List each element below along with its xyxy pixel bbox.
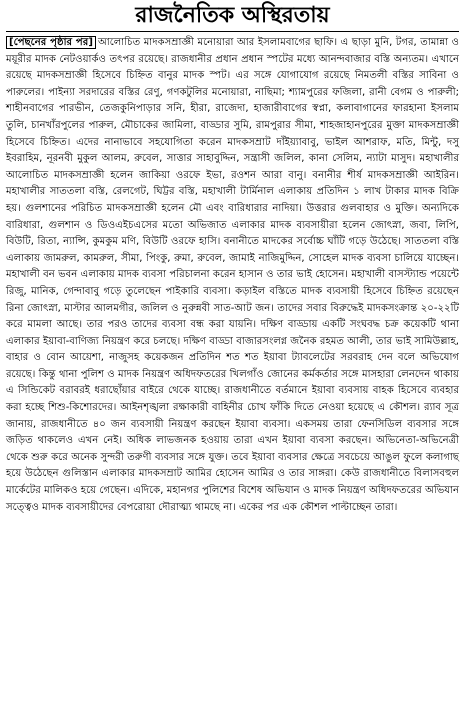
article-paragraph-1: আলোচিত মাদকসম্রাজ্ঞী মনোয়ারা আর ইসলামবাগের ছাফি। এ ছাড়া মুনি, টগর, তামান্না ও ময়ূরীর মাদক নেটওয়ার্কও তৎপর রয়েছে। রাজধানীর প্রধান প্রধান স্পটের মধ্যে আনন্দবাজার বস্তি অন্যতম। এখানে রয়েছে মাদকসম্রাজ্ঞী হিসেবে চিহ্নিত বানুর মাদক স্পট। এর সঙ্গে যোগাযোগ রয়েছে নিমতলী বস্তির সাবিনা ও পারুলের। পাইন্যা সরদারের বস্তির রেণু, গণকটুলির মনোয়ারা, নাছিমা; শ্যামপুরের ফজিলা, রানী বেগম ও পারুলী; শাহীনবাগের পারভীন, তেজকুনিপাড়ার সনি, হীরা, রাজেদা, হাজারীবাগের স্বপ্না, কলাবাগানের ফারহানা ইসলাম তুলি, চানখাঁরপুলের পারুল, মৌচাকের জামিলা, বাড্ডার সুমি, রামপুরার সীমা, শাহজাহানপুরের মুক্তা মাদকসম্রাজ্ঞী হিসেবে চিহ্নিত। এদের নানাভাবে সহযোগিতা করেন মাদকসম্রাট দাঁইয়্যাবাবু, ভাইল আশরাফ, মতি, মিন্টু, দসু ইবরাহিম, নূরনবী মুকুল আলম, রুবেল, সাত্তার সাহাবুদ্দিন, সন্ত্রাসী জলিল, কানা সেলিম, ন্যাটা মাসুদ। মহাখালীর আলোচিত মাদকসম্রাজ্ঞী হলেন জাকিয়া ওরফে ইভা, রওশন আরা বানু। বনানীর শীর্ষ মাদকসম্রাজ্ঞী আইরিন। মহাখালীর সাততলা বস্তি, রেলগেট, ঘিট্টর বস্তি, মহাখালী টার্মিনাল এলাকায় প্রতিদিন ১ লাখ টাকার মাদক বিক্রি হয়। গুলশানের পরিচিত মাদকসম্রাজ্ঞী হলেন মৌ এবং বারিধারার নাদিয়া। উত্তরার গুলবাহার ও মুক্তি। অন্যদিকে বারিধারা, গুলশান ও ডিওএইচএসের মতো অভিজাত এলাকার মাদক ব্যবসায়ীরা হলেন জোৎস্না, জবা, লিপি, বিউটি, রিতা, ন্যান্সি, কুমকুম মণি, বিউটি ওরফে হাসি। বনানীতে মাদকের সর্বোচ্চ ঘাঁটি গড়ে উঠেছে। সাততলা বস্তি এলাকায় জামরুল, কামরুল, সীমা, পিংকু, রুমা, রুবেল, জামাই নাজিমুদ্দিন, সোহেল মাদক ব্যবসা চালিয়ে যাচ্ছেন। মহাখালী বন ভবন এলাকায় মাদক ব্যবসা পরিচালনা করেন হাসান ও তার ভাই হোসেন। মহাখালী বাসস্ট্যান্ড পয়েন্টে রিজু, মানিক, গেন্দাবাবু গড়ে তুলেছেন পাইকারি ব্যবসা। কড়াইল বস্তিতে মাদক ব্যবসায়ী হিসেবে চিহ্নিত রয়েছেন রিনা জোৎস্না, মাস্টার আলমগীর, জলিল ও নুরুন্নবী সাত-আট জন। তাদের সবার বিরুদ্ধেই মাদকসংক্রান্ত ২০-২২টি করে মামলা আছে। তার পরও তাদের ব্যবসা বন্ধ করা যায়নি। দক্ষিণ বাড্ডায় একটি সংঘবদ্ধ চক্র কয়েকটি থানা এলাকার ইয়াবা-বাণিজ্য নিয়ন্ত্রণ করে চলছে। দক্ষিণ বাড্ডা বাজারসংলগ্ন জনৈক রহমত আলী, তার ভাই সামিউল্লাহ, বাহার ও বোন আয়েশা, নাজুসহ কয়েকজন প্রতিদিন শত শত ইয়াবা ট্যাবলেটের সরবরাহ দেন বলে অভিযোগ রয়েছে। কিন্তু থানা পুলিশ ও মাদক নিয়ন্ত্রণ অধিদফতরের খিলগাঁও জোনের কর্মকর্তার সঙ্গে মাসহারা লেনদেন থাকায় এ সিন্ডিকেট বরাবরই ধরাছোঁয়ার বাইরে থেকে যাচ্ছে। রাজধানীতে বর্তমানে ইয়াবা ব্যবসায় বাহক হিসেবে ব্যবহার করা হচ্ছে শিশু-কিশোরদের। আইনশৃঙ্খলা রক্ষাকারী বাহিনীর চোখ ফাঁকি দিতে নেওয়া হয়েছে এ কৌশল। র‌্যাব সূত্র জানায়, রাজধানীতে ৪০ জন ব্যবসায়ী নিয়ন্ত্রণ করছেন ইয়াবা ব্যবসা। একসময় তারা ফেনসিডিল ব্যবসার সঙ্গে জড়িত থাকলেও এখন নেই। অধিক লাভজনক হওয়ায় তারা এখন ইয়াবা ব্যবসা করছেন।: [6, 37, 460, 447]
continued-from-label: [পেছনের পৃষ্ঠার পর]: [6, 36, 96, 49]
article-paragraph-2: অভিনেতা-অভিনেত্রী থেকে শুরু করে অনেক সুন্দরী তরুণী ব্যবসার সঙ্গে যুক্ত। তবে ইয়াবা ব্যবসার ক্ষেত্রে সবচেয়ে আঙুল ফুলে কলাগাছ হয়ে উঠেছেন গুলিস্তান এলাকার মাদকসম্রাট আমির হোসেন আমির ও তার সাঙ্গরা। কেউ রাজধানীতে বিলাসবহুল মার্কেটের মালিকও হয়ে গেছেন। এদিকে, মহানগর পুলিশের বিশেষ অভিযান ও মাদক নিয়ন্ত্রণ অধিদফতরের অভিযান সত্ত্বেও মাদক ব্যবসায়ীদের বেপরোয়া দৌরাত্ম্য থামছে না। একের পর এক কৌশল পাল্টাচ্ছেন তারা।: [6, 435, 459, 513]
article-body: [6, 34, 459, 516]
article-headline: রাজনৈতিক অস্থিরতায়: [6, 3, 459, 32]
